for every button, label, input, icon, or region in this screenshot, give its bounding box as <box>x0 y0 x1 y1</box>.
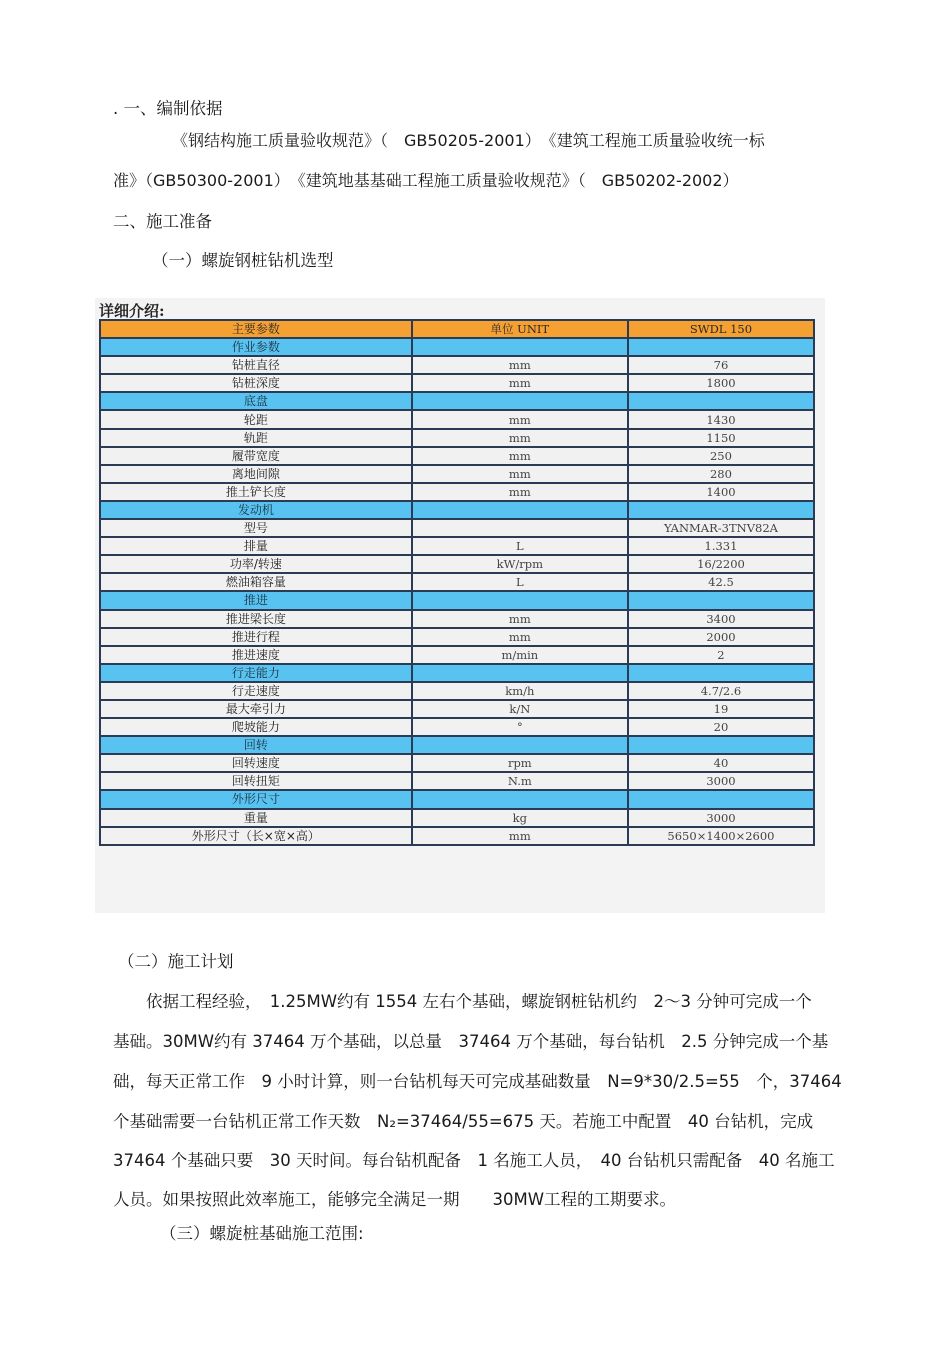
spec-param-cell: 外形尺寸（长×宽×高） <box>100 827 412 845</box>
subheading-drill-selection: （一）螺旋钢桩钻机选型 <box>152 251 334 270</box>
spec-row <box>100 809 814 827</box>
spec-row <box>100 700 814 718</box>
spec-value-cell: 250 <box>628 447 814 465</box>
spec-row <box>100 628 814 646</box>
spec-row <box>100 754 814 772</box>
spec-param-cell: 推进梁长度 <box>100 610 412 628</box>
spec-row <box>100 356 814 374</box>
spec-param-cell: 发动机 <box>100 501 412 519</box>
spec-row <box>100 465 814 483</box>
spec-param-cell: 回转速度 <box>100 754 412 772</box>
spec-row <box>100 555 814 573</box>
spec-unit-cell <box>412 501 628 519</box>
spec-param-cell: 燃油箱容量 <box>100 573 412 591</box>
spec-param-cell: 回转 <box>100 736 412 754</box>
spec-value-cell: 280 <box>628 465 814 483</box>
spec-param-cell: 推进行程 <box>100 628 412 646</box>
spec-section-row <box>100 392 814 410</box>
spec-unit-cell: N.m <box>412 772 628 790</box>
spec-table-image <box>95 298 825 913</box>
spec-param-cell: 行走速度 <box>100 682 412 700</box>
spec-param-cell: 钻桩深度 <box>100 374 412 392</box>
spec-param-cell: 推进速度 <box>100 646 412 664</box>
spec-row <box>100 772 814 790</box>
spec-section-row <box>100 591 814 609</box>
spec-section-row <box>100 664 814 682</box>
spec-param-cell: 功率/转速 <box>100 555 412 573</box>
spec-value-cell: 3000 <box>628 809 814 827</box>
spec-unit-cell: mm <box>412 374 628 392</box>
spec-param-cell: 离地间隙 <box>100 465 412 483</box>
subheading-construction-plan: （二）施工计划 <box>118 952 234 971</box>
heading-compilation-basis: . 一、编制依据 <box>113 99 223 118</box>
spec-unit-cell: ° <box>412 718 628 736</box>
spec-unit-cell <box>412 736 628 754</box>
spec-param-cell: 作业参数 <box>100 338 412 356</box>
spec-param-cell: 最大牵引力 <box>100 700 412 718</box>
spec-value-cell <box>628 501 814 519</box>
spec-unit-cell: mm <box>412 429 628 447</box>
spec-section-row <box>100 790 814 808</box>
spec-param-cell: 重量 <box>100 809 412 827</box>
spec-row <box>100 447 814 465</box>
spec-value-cell: 16/2200 <box>628 555 814 573</box>
spec-unit-cell: mm <box>412 628 628 646</box>
spec-unit-cell: k/N <box>412 700 628 718</box>
header-param: 主要参数 <box>100 320 412 338</box>
spec-row <box>100 827 814 845</box>
spec-value-cell: 42.5 <box>628 573 814 591</box>
spec-unit-cell: mm <box>412 610 628 628</box>
spec-section-row <box>100 338 814 356</box>
spec-row <box>100 483 814 501</box>
spec-unit-cell: km/h <box>412 682 628 700</box>
spec-value-cell <box>628 664 814 682</box>
spec-unit-cell: L <box>412 537 628 555</box>
plan-line-6: 人员。如果按照此效率施工，能够完全满足一期 30MW工程的工期要求。 <box>113 1190 677 1209</box>
spec-unit-cell: mm <box>412 356 628 374</box>
spec-row <box>100 610 814 628</box>
plan-line-3: 础，每天正常工作 9 小时计算，则一台钻机每天可完成基础数量 N=9*30/2.5=55 个，37464 <box>113 1072 842 1091</box>
plan-line-5: 37464 个基础只要 30 天时间。每台钻机配备 1 名施工人员， 40 台钻机只需配备 40 名施工 <box>113 1151 835 1170</box>
spec-unit-cell: mm <box>412 447 628 465</box>
spec-param-cell: 轨距 <box>100 429 412 447</box>
spec-row <box>100 410 814 428</box>
spec-param-cell: 外形尺寸 <box>100 790 412 808</box>
spec-row <box>100 682 814 700</box>
spec-unit-cell: mm <box>412 827 628 845</box>
spec-table-caption: 详细介绍: <box>99 302 165 320</box>
heading-construction-preparation: 二、施工准备 <box>113 212 212 231</box>
spec-value-cell: 1400 <box>628 483 814 501</box>
spec-param-cell: 推进 <box>100 591 412 609</box>
spec-unit-cell: L <box>412 573 628 591</box>
spec-row <box>100 519 814 537</box>
basis-line-2: 准》（GB50300-2001） 《建筑地基基础工程施工质量验收规范》（ GB50202-2002） <box>113 171 739 190</box>
spec-param-cell: 钻桩直径 <box>100 356 412 374</box>
spec-value-cell: 2000 <box>628 628 814 646</box>
spec-row <box>100 537 814 555</box>
spec-value-cell: 1430 <box>628 410 814 428</box>
header-unit: 单位 UNIT <box>412 320 628 338</box>
spec-value-cell <box>628 736 814 754</box>
spec-value-cell <box>628 338 814 356</box>
spec-value-cell: 2 <box>628 646 814 664</box>
spec-row <box>100 374 814 392</box>
spec-table <box>99 319 815 846</box>
spec-unit-cell: kg <box>412 809 628 827</box>
basis-line-1: 《钢结构施工质量验收规范》（ GB50205-2001） 《建筑工程施工质量验收统一标 <box>172 131 765 150</box>
spec-row <box>100 573 814 591</box>
spec-value-cell <box>628 591 814 609</box>
spec-value-cell: YANMAR-3TNV82A <box>628 519 814 537</box>
spec-value-cell: 3000 <box>628 772 814 790</box>
spec-param-cell: 履带宽度 <box>100 447 412 465</box>
header-model: SWDL 150 <box>628 320 814 338</box>
spec-value-cell: 20 <box>628 718 814 736</box>
spec-param-cell: 推土铲长度 <box>100 483 412 501</box>
spec-unit-cell <box>412 392 628 410</box>
spec-value-cell: 1800 <box>628 374 814 392</box>
spec-row <box>100 429 814 447</box>
spec-param-cell: 爬坡能力 <box>100 718 412 736</box>
spec-param-cell: 轮距 <box>100 410 412 428</box>
spec-param-cell: 行走能力 <box>100 664 412 682</box>
spec-unit-cell: rpm <box>412 754 628 772</box>
subheading-scope: （三）螺旋桩基础施工范围: <box>160 1224 364 1243</box>
spec-value-cell: 4.7/2.6 <box>628 682 814 700</box>
spec-param-cell: 底盘 <box>100 392 412 410</box>
spec-table-header-row <box>100 320 814 338</box>
spec-value-cell: 76 <box>628 356 814 374</box>
spec-row <box>100 646 814 664</box>
plan-line-1: 依据工程经验， 1.25MW约有 1554 左右个基础，螺旋钢桩钻机约 2～3 分钟可完成一个 <box>146 992 812 1011</box>
spec-unit-cell: mm <box>412 465 628 483</box>
spec-unit-cell <box>412 519 628 537</box>
spec-unit-cell <box>412 790 628 808</box>
spec-unit-cell: mm <box>412 483 628 501</box>
spec-unit-cell: mm <box>412 410 628 428</box>
spec-section-row <box>100 501 814 519</box>
spec-row <box>100 718 814 736</box>
spec-unit-cell <box>412 338 628 356</box>
spec-param-cell: 型号 <box>100 519 412 537</box>
spec-unit-cell <box>412 591 628 609</box>
spec-param-cell: 回转扭矩 <box>100 772 412 790</box>
spec-value-cell: 19 <box>628 700 814 718</box>
spec-unit-cell <box>412 664 628 682</box>
spec-unit-cell: kW/rpm <box>412 555 628 573</box>
spec-value-cell: 3400 <box>628 610 814 628</box>
spec-value-cell <box>628 392 814 410</box>
spec-value-cell: 1150 <box>628 429 814 447</box>
spec-value-cell: 1.331 <box>628 537 814 555</box>
spec-value-cell: 5650×1400×2600 <box>628 827 814 845</box>
spec-param-cell: 排量 <box>100 537 412 555</box>
spec-section-row <box>100 736 814 754</box>
spec-unit-cell: m/min <box>412 646 628 664</box>
plan-line-4: 个基础需要一台钻机正常工作天数 N₂=37464/55=675 天。若施工中配置 40 台钻机，完成 <box>113 1112 814 1131</box>
spec-value-cell <box>628 790 814 808</box>
spec-value-cell: 40 <box>628 754 814 772</box>
plan-line-2: 基础。30MW约有 37464 万个基础，以总量 37464 万个基础，每台钻机 2.5 分钟完成一个基 <box>113 1032 829 1051</box>
